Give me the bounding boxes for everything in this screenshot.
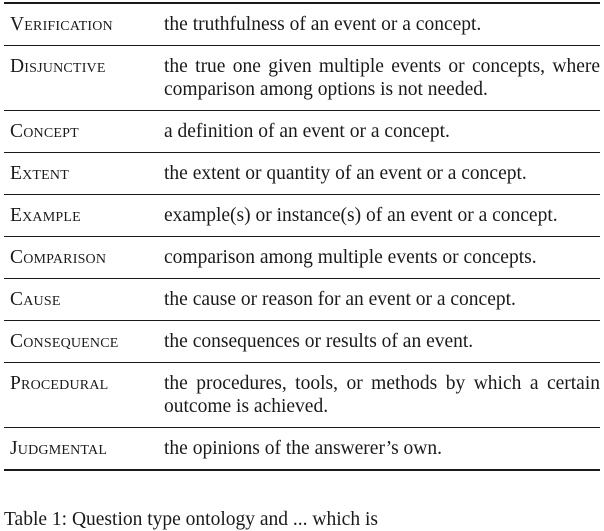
question-type-label: Concept	[10, 121, 79, 142]
question-type-description: comparison among multiple events or concepts.	[164, 247, 537, 268]
table-row	[4, 46, 600, 111]
question-type-label: Verification	[10, 14, 113, 35]
question-type-label: Comparison	[10, 247, 107, 268]
question-type-description: the true one given multiple events or concepts, where comparison among options is not needed.	[164, 56, 600, 100]
table-row	[4, 237, 600, 279]
table-row	[4, 321, 600, 363]
question-type-description: the opinions of the answerer’s own.	[164, 438, 442, 459]
question-type-description: the cause or reason for an event or a concept.	[164, 289, 516, 310]
question-type-label: Example	[10, 205, 81, 226]
question-type-label: Extent	[10, 163, 69, 184]
table-row	[4, 363, 600, 428]
question-type-description: example(s) or instance(s) of an event or a concept.	[164, 205, 558, 226]
question-type-description: the truthfulness of an event or a concept.	[164, 14, 482, 35]
question-type-label: Procedural	[10, 373, 109, 394]
question-type-label: Disjunctive	[10, 56, 106, 77]
question-type-label: Cause	[10, 289, 61, 310]
question-type-label: Judgmental	[10, 438, 108, 459]
question-type-table	[4, 2, 600, 471]
table-row	[4, 279, 600, 321]
question-type-description: the procedures, tools, or methods by which a certain outcome is achieved.	[164, 373, 600, 417]
table-row	[4, 428, 600, 471]
question-type-description: the consequences or results of an event.	[164, 331, 474, 352]
table-row	[4, 195, 600, 237]
table-row	[4, 111, 600, 153]
question-type-description: a definition of an event or a concept.	[164, 121, 450, 142]
question-type-description: the extent or quantity of an event or a concept.	[164, 163, 527, 184]
table-row	[4, 3, 600, 46]
table-row	[4, 153, 600, 195]
table-caption: Table 1: Question type ontology and ... which is	[4, 509, 378, 530]
question-type-label: Consequence	[10, 331, 119, 352]
